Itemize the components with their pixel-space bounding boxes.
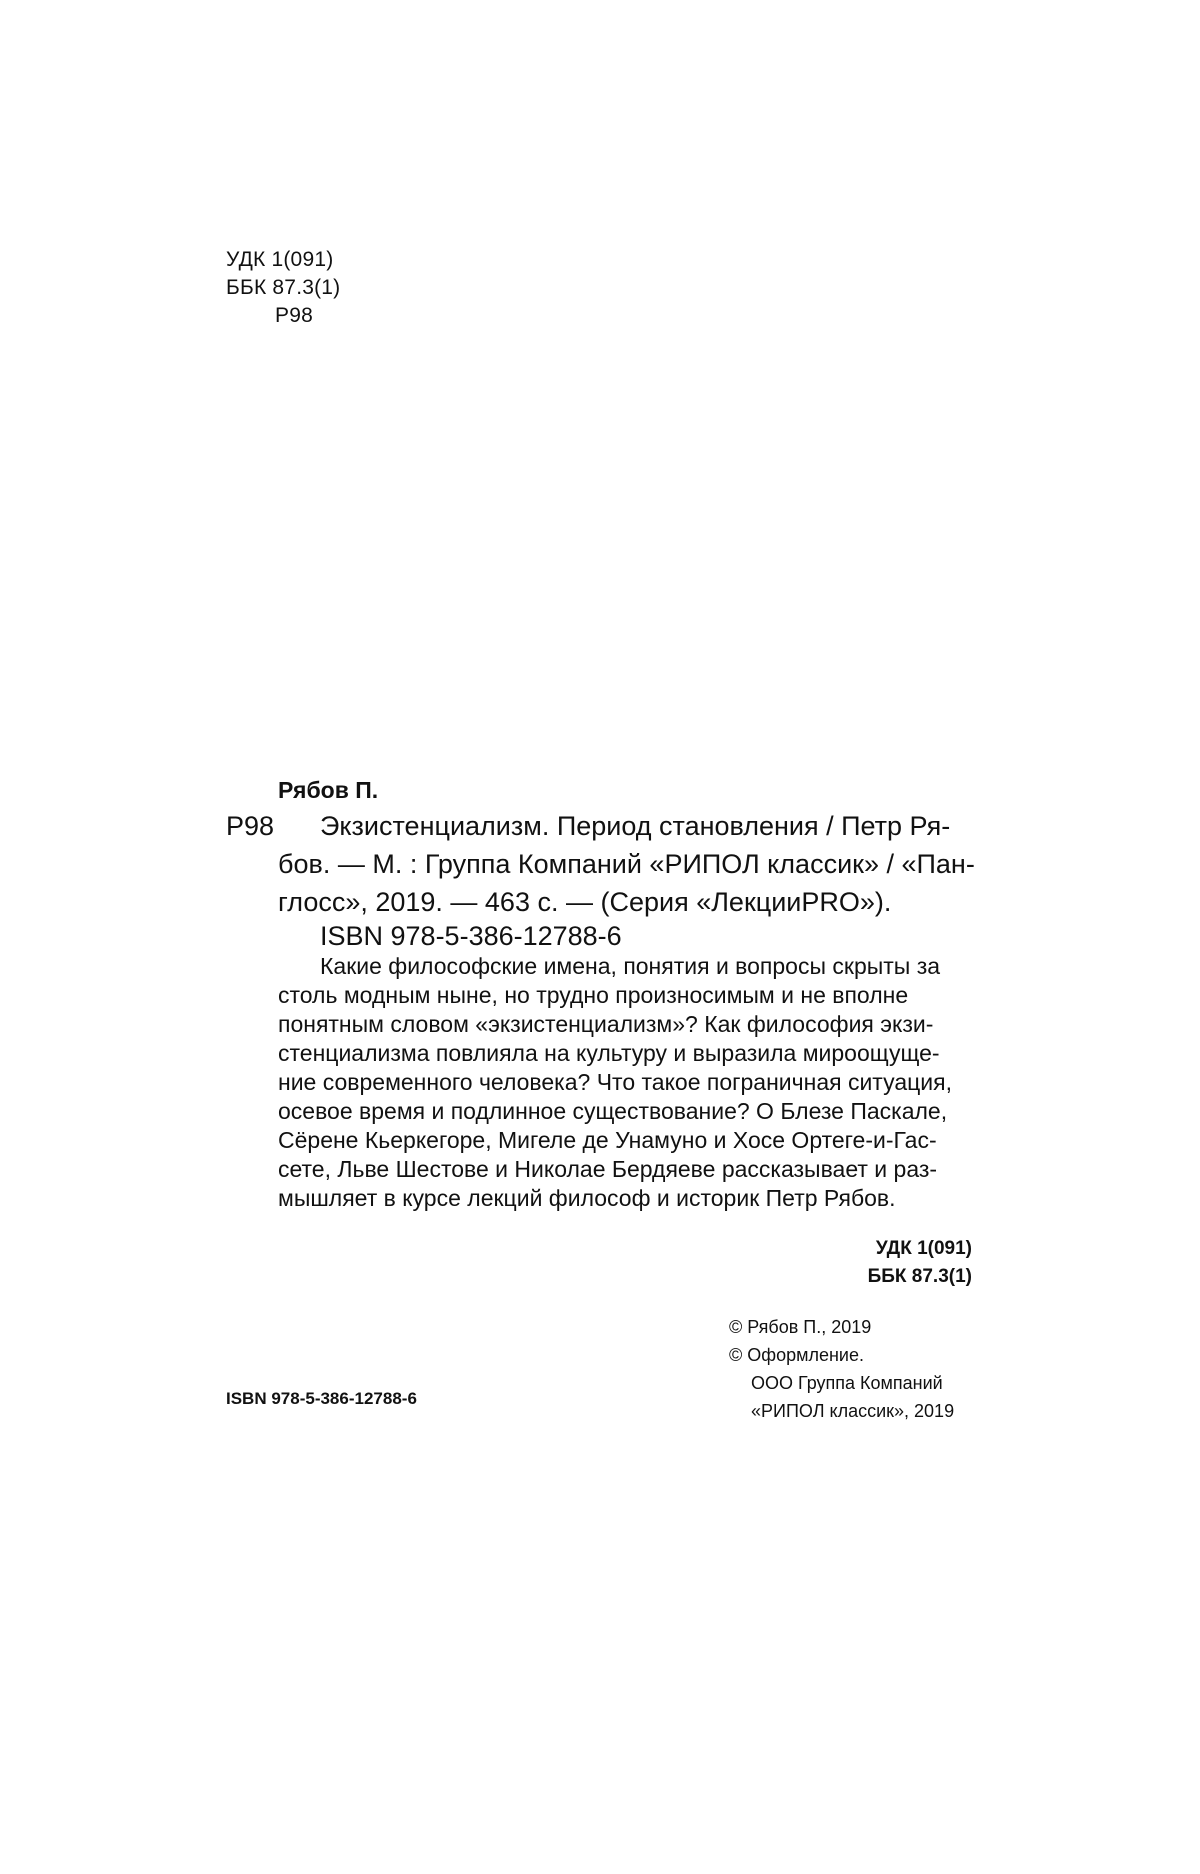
annotation-line: сете, Льве Шестове и Николае Бердяеве рассказывает и раз-: [278, 1156, 938, 1182]
copyright-design: © Оформление.: [729, 1345, 864, 1365]
bibliographic-line: глосс», 2019. — 463 с. — (Серия «ЛекцииPRO»).: [278, 887, 892, 917]
udk-code-bottom: УДК 1(091): [875, 1238, 972, 1259]
annotation-line: Сёрене Кьеркегоре, Мигеле де Унамуно и Хосе Ортеге-и-Гас-: [278, 1127, 937, 1153]
annotation-text: [278, 952, 972, 1213]
bbk-code: ББК 87.3(1): [226, 276, 341, 299]
copyright-block: [729, 1313, 954, 1425]
annotation-line: Какие философские имена, понятия и вопросы скрыты за: [320, 953, 941, 979]
copyright-author: © Рябов П., 2019: [729, 1317, 872, 1337]
annotation-line: столь модным ныне, но трудно произносимым и не вполне: [278, 982, 909, 1008]
copyright-publisher: ООО Группа Компаний: [751, 1373, 943, 1393]
annotation-line: понятным словом «экзистенциализм»? Как философия экзи-: [278, 1011, 934, 1037]
bibliographic-line: Экзистенциализм. Период становления / Петр Ря-: [320, 811, 951, 841]
copyright-publisher: «РИПОЛ классик», 2019: [751, 1401, 955, 1421]
classification-codes-top: [226, 246, 340, 330]
annotation-line: мышляет в курсе лекций философ и историк Петр Рябов.: [278, 1185, 896, 1211]
annotation-line: ние современного человека? Что такое пограничная ситуация,: [278, 1069, 952, 1095]
annotation-line: стенциализма повлияла на культуру и выразила мироощуще-: [278, 1040, 940, 1066]
bibliographic-author: Рябов П.: [278, 777, 379, 803]
bibliographic-author-sign: Р98: [226, 811, 275, 841]
bibliographic-isbn: ISBN 978-5-386-12788-6: [320, 921, 622, 951]
classification-codes-bottom: [868, 1235, 972, 1291]
bibliographic-description: [278, 807, 975, 921]
udk-code: УДК 1(091): [226, 248, 334, 271]
bbk-code-bottom: ББК 87.3(1): [867, 1266, 972, 1287]
bibliographic-line: бов. — М. : Группа Компаний «РИПОЛ классик» / «Пан-: [278, 849, 975, 879]
author-sign: Р98: [275, 304, 313, 327]
annotation-line: осевое время и подлинное существование? О Блезе Паскале,: [278, 1098, 948, 1124]
footer-isbn: ISBN 978-5-386-12788-6: [226, 1389, 417, 1408]
